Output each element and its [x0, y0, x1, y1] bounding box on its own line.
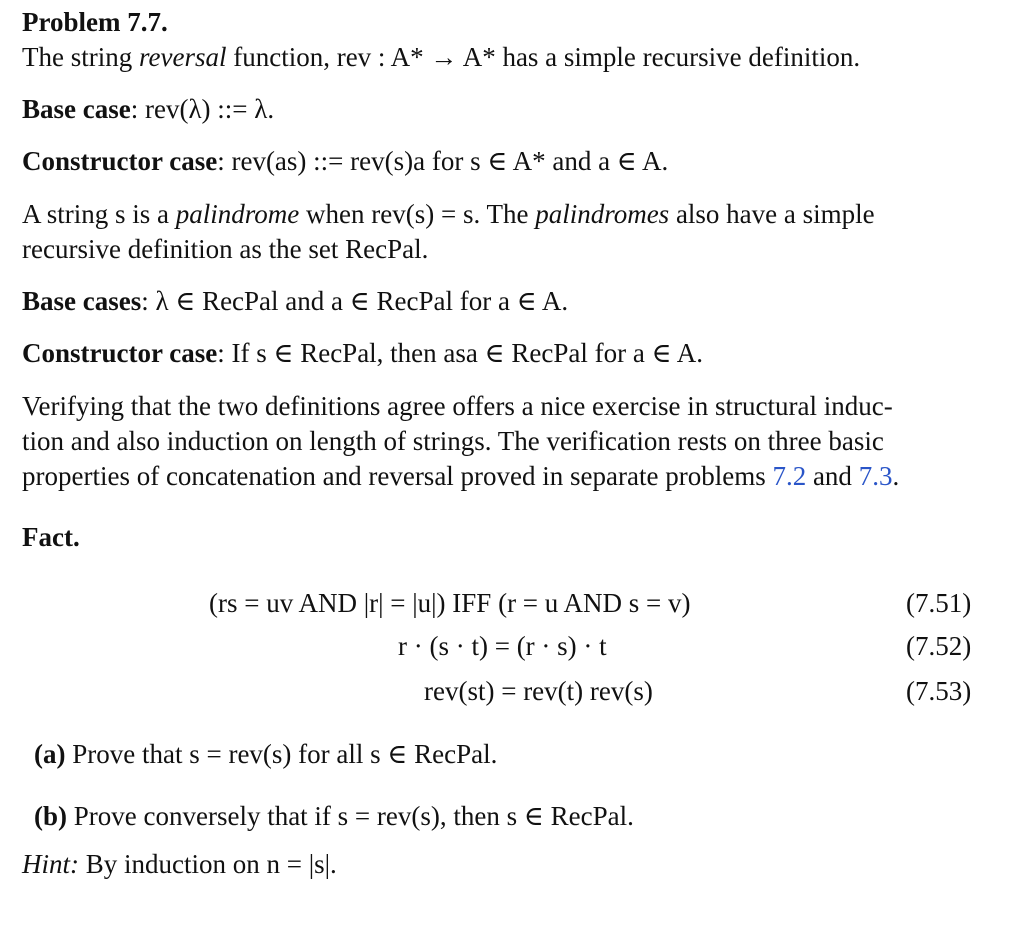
hint-text: By induction on n = |s|.: [79, 849, 337, 879]
hint: [22, 847, 337, 881]
rev-base-case: [22, 92, 274, 126]
problem-title: Problem 7.7.: [22, 7, 168, 37]
rev-base-text: : rev(λ) ::= λ.: [130, 94, 275, 124]
verification-line-3-pre: properties of concatenation and reversal proved in separate problems: [22, 461, 773, 491]
recpal-base-text: : λ ∈ RecPal and a ∈ RecPal for a ∈ A.: [141, 286, 569, 316]
equation-number-7-53: (7.53): [906, 676, 972, 706]
verification-line-3-mid: and: [806, 461, 859, 491]
recpal-constructor-text: : If s ∈ RecPal, then asa ∈ RecPal for a ∈ A.: [217, 338, 704, 368]
palindrome-text-c: also have a simple: [669, 199, 875, 229]
palindrome-em-2: palindromes: [535, 199, 670, 229]
equation-number-7-51: (7.51): [906, 588, 972, 618]
fact-label: Fact.: [22, 522, 80, 552]
rev-constructor-label: Constructor case: [22, 146, 218, 176]
recpal-base-cases: [22, 284, 568, 318]
rev-constructor-text: : rev(as) ::= rev(s)a for s ∈ A* and a ∈ A.: [217, 146, 669, 176]
palindrome-text-a: A string s is a: [22, 199, 176, 229]
rev-base-label: Base case: [22, 94, 131, 124]
equation-7-53: rev(st) = rev(t) rev(s): [424, 676, 653, 706]
equation-7-52: r · (s · t) = (r · s) · t: [398, 631, 607, 661]
intro-emphasis: reversal: [138, 42, 227, 72]
recpal-constructor-case: [22, 336, 703, 370]
rev-constructor-case: [22, 144, 668, 178]
verification-line-3-post: .: [892, 461, 900, 491]
intro-pre: The string: [22, 42, 139, 72]
equation-7-51: (rs = uv AND |r| = |u|) IFF (r = u AND s = v): [209, 588, 691, 618]
part-b-label: (b): [34, 801, 67, 831]
problem-link-7-2[interactable]: 7.2: [772, 461, 807, 491]
intro-post: function, rev : A* → A* has a simple recursive definition.: [226, 42, 861, 72]
palindrome-em-1: palindrome: [175, 199, 300, 229]
part-b: [34, 799, 634, 833]
palindrome-line-2: recursive definition as the set RecPal.: [22, 234, 429, 264]
part-a: [34, 737, 497, 771]
verification-line-1: Verifying that the two definitions agree offers a nice exercise in structural induc-: [22, 391, 893, 421]
problem-link-7-3[interactable]: 7.3: [858, 461, 893, 491]
palindrome-line-1: [22, 197, 875, 231]
part-a-label: (a): [34, 739, 66, 769]
verification-line-3: [22, 459, 899, 493]
hint-label: Hint:: [22, 849, 79, 879]
equation-number-7-52: (7.52): [906, 631, 972, 661]
verification-line-2: tion and also induction on length of strings. The verification rests on three basic: [22, 426, 884, 456]
part-a-text: Prove that s = rev(s) for all s ∈ RecPal.: [65, 739, 498, 769]
part-b-text: Prove conversely that if s = rev(s), then s ∈ RecPal.: [67, 801, 634, 831]
intro-line: [22, 40, 860, 74]
recpal-constructor-label: Constructor case: [22, 338, 218, 368]
palindrome-text-b: when rev(s) = s. The: [299, 199, 536, 229]
recpal-base-label: Base cases: [22, 286, 142, 316]
